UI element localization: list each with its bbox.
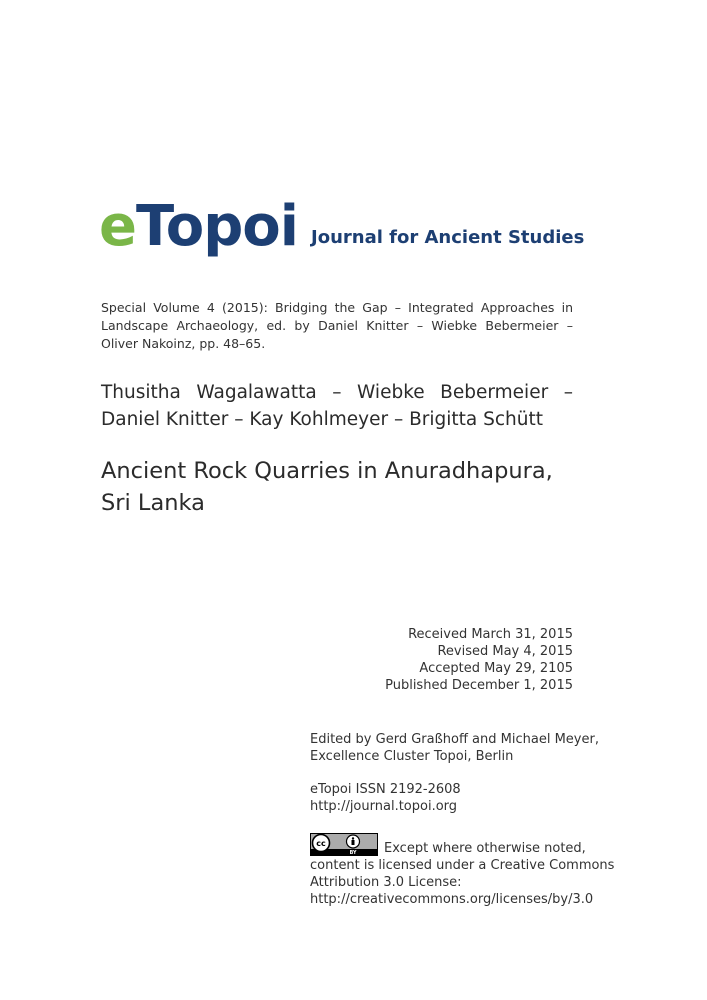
- article-title-line-1: Ancient Rock Quarries in Anuradhapura,: [101, 458, 553, 484]
- accepted-date: Accepted May 29, 2105: [419, 661, 573, 676]
- issn-info: [310, 781, 573, 815]
- editors-info: [310, 731, 599, 765]
- journal-url-link[interactable]: http://journal.topoi.org: [310, 799, 458, 814]
- license-url-link[interactable]: http://creativecommons.org/licenses/by/3.0: [310, 892, 594, 907]
- published-date: Published December 1, 2015: [385, 678, 573, 693]
- author-list: Thusitha Wagalawatta – Wiebke Bebermeier – Daniel Knitter – Kay Kohlmeyer – Brigitta Schütt: [101, 382, 573, 430]
- etopoi-wordmark: [99, 193, 298, 261]
- license-info: [310, 833, 615, 908]
- by-badge-text: BY: [349, 851, 357, 856]
- article-title-line-2: Sri Lanka: [101, 490, 205, 516]
- publication-dates: [330, 626, 573, 694]
- license-line-2: content is licensed under a Creative Commons: [310, 858, 615, 873]
- editors-line-1: Edited by Gerd Graßhoff and Michael Meyer,: [310, 732, 599, 747]
- journal-logo: [99, 193, 585, 273]
- journal-subtitle: Journal for Ancient Studies: [311, 227, 585, 248]
- license-line-1: Except where otherwise noted,: [384, 841, 586, 856]
- volume-info: Special Volume 4 (2015): Bridging the Gap – Integrated Approaches in Landscape Archaeology, ed. by Daniel Knitter – Wiebke Bebermeier – Oliver Nakoinz, pp. 48–65.: [101, 300, 573, 351]
- logo-e-letter: e: [99, 194, 136, 259]
- license-line-3: Attribution 3.0 License:: [310, 875, 462, 890]
- editors-line-2: Excellence Cluster Topoi, Berlin: [310, 749, 514, 764]
- logo-topoi-text: Topoi: [135, 194, 298, 259]
- revised-date: Revised May 4, 2015: [437, 644, 573, 659]
- issn-number: eTopoi ISSN 2192-2608: [310, 782, 461, 797]
- cc-badge-text: cc: [316, 839, 326, 848]
- cc-by-icon[interactable]: [310, 833, 378, 856]
- article-title: [101, 455, 573, 519]
- received-date: Received March 31, 2015: [408, 627, 573, 642]
